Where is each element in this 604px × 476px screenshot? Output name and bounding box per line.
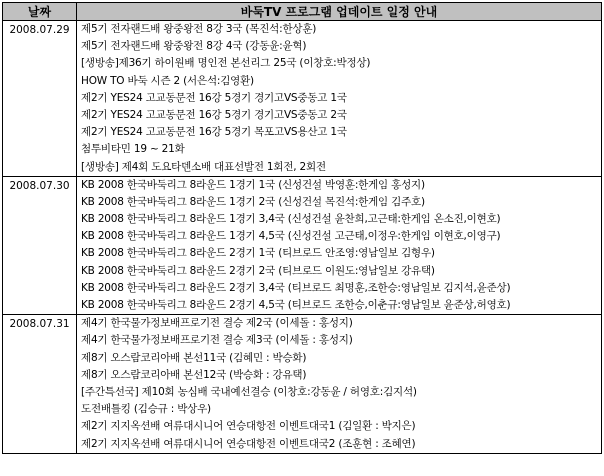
list-item: 제2기 지지옥션배 여류대시니어 연승대항전 이벤트대국2 (조훈현 : 조혜연): [81, 437, 416, 450]
schedule-table: [2, 2, 602, 454]
list-item: 제8기 오스람코리아배 본선11국 (김혜민 : 박승화): [81, 351, 307, 364]
table-row: [3, 21, 602, 177]
list-item: KB 2008 한국바둑리그 8라운드 1경기 1국 (신성건설 박영훈:한게임 홍성지): [81, 178, 425, 191]
list-item: KB 2008 한국바둑리그 8라운드 1경기 2국 (신성건설 목진석:한게임 김주호): [81, 195, 425, 208]
list-item: [주간특선국] 제10회 농심배 국내예선결승 (이창호:강동윤 / 허영호:김지석): [81, 385, 417, 398]
list-item: 제4기 한국물가정보배프로기전 결승 제2국 (이세돌 : 홍성지): [81, 317, 353, 330]
list-item: KB 2008 한국바둑리그 8라운드 2경기 4,5국 (티브로드 조한승,이춘규:영남일보 윤준상,허영호): [81, 299, 511, 311]
table-row: [3, 315, 602, 454]
table-row: [3, 176, 602, 315]
list-item: 도전배틀킹 (김승규 : 박상우): [81, 403, 211, 416]
list-item: 제8기 오스람코리아배 본선12국 (박승화 : 강유택): [81, 368, 307, 381]
list-item: 제2기 YES24 고교동문전 16강 5경기 경기고VS중동고 1국: [81, 91, 347, 104]
list-item: 제4기 한국물가정보배프로기전 결승 제3국 (이세돌 : 홍성지): [81, 334, 353, 347]
schedule-body: [3, 21, 602, 454]
list-item: 제2기 YES24 고교동문전 16강 5경기 목포고VS용산고 1국: [81, 126, 347, 139]
row-items: [77, 21, 602, 177]
list-item: KB 2008 한국바둑리그 8라운드 2경기 3,4국 (티브로드 최명훈,조한승:영남일보 김지석,윤준상): [81, 281, 511, 294]
list-item: KB 2008 한국바둑리그 8라운드 1경기 3,4국 (신성건설 윤찬희,고근태:한게임 온소진,이현호): [81, 213, 501, 226]
list-item: KB 2008 한국바둑리그 8라운드 2경기 2국 (티브로드 이원도:영남일보 강유택): [81, 264, 435, 277]
list-item: KB 2008 한국바둑리그 8라운드 1경기 4,5국 (신성건설 고근태,이정우:한게임 이현호,이영구): [81, 230, 501, 243]
date-column-header: 날짜: [3, 3, 77, 21]
list-item: 제2기 YES24 고교동문전 16강 5경기 경기고VS중동고 2국: [81, 108, 347, 121]
row-date: 2008.07.29: [3, 21, 77, 177]
header-row: [3, 3, 602, 21]
row-items: [77, 315, 602, 454]
schedule-table-frame: [2, 2, 602, 454]
list-item: [생방송]제36기 하이원배 명인전 본선리그 25국 (이창호:박정상): [81, 57, 371, 70]
list-item: 제5기 전자랜드배 왕중왕전 8강 3국 (목진석:한상훈): [81, 23, 317, 35]
row-items: [77, 176, 602, 315]
list-item: HOW TO 바둑 시즌 2 (서은석:김영환): [81, 74, 254, 87]
list-item: 첨투비타민 19 ~ 21화: [81, 143, 185, 156]
list-item: 제2기 지지옥션배 여류대시니어 연승대항전 이벤트대국1 (김일환 : 박지은): [81, 420, 416, 433]
list-item: [생방송] 제4회 도요타덴소배 대표선발전 1회전, 2회전: [81, 160, 326, 173]
list-item: 제5기 전자랜드배 왕중왕전 8강 4국 (강동윤:윤혁): [81, 40, 307, 53]
table-title: 바둑TV 프로그램 업데이트 일정 안내: [77, 3, 602, 21]
row-date: 2008.07.30: [3, 176, 77, 315]
row-date: 2008.07.31: [3, 315, 77, 454]
list-item: KB 2008 한국바둑리그 8라운드 2경기 1국 (티브로드 안조영:영남일보 김형우): [81, 247, 435, 260]
